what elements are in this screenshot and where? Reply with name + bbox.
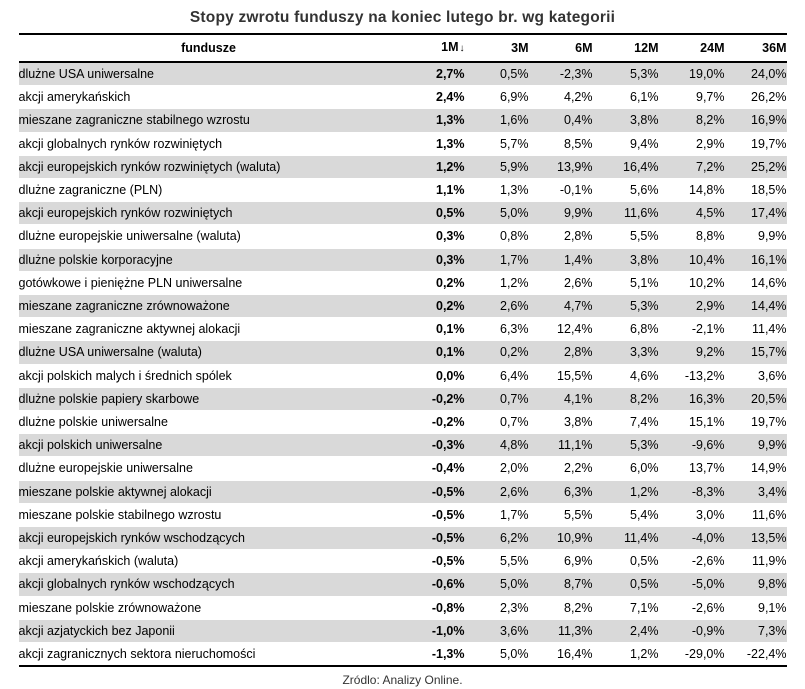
column-header-36m[interactable]: 36M <box>725 34 787 62</box>
return-36m: 9,9% <box>725 225 787 248</box>
return-12m: 0,5% <box>593 573 659 596</box>
return-6m: 8,5% <box>529 132 593 155</box>
return-6m: 13,9% <box>529 155 593 178</box>
fund-name: akcji europejskich rynków wschodzących <box>19 527 399 550</box>
return-12m: 3,3% <box>593 341 659 364</box>
return-36m: 18,5% <box>725 179 787 202</box>
return-24m: 10,2% <box>659 271 725 294</box>
table-row <box>19 387 787 410</box>
table-row <box>19 155 787 178</box>
table-row <box>19 503 787 526</box>
return-24m: 7,2% <box>659 155 725 178</box>
fund-name: mieszane zagraniczne zrównoważone <box>19 295 399 318</box>
return-6m: 11,3% <box>529 619 593 642</box>
table-row <box>19 550 787 573</box>
table-row <box>19 202 787 225</box>
return-24m: 15,1% <box>659 411 725 434</box>
return-1m: 2,4% <box>399 86 465 109</box>
column-header-6m[interactable]: 6M <box>529 34 593 62</box>
return-3m: 5,0% <box>465 643 529 667</box>
fund-name: mieszane polskie aktywnej alokacji <box>19 480 399 503</box>
fund-returns-table <box>19 33 787 667</box>
return-6m: 8,2% <box>529 596 593 619</box>
return-3m: 6,2% <box>465 527 529 550</box>
return-3m: 1,6% <box>465 109 529 132</box>
return-24m: 8,2% <box>659 109 725 132</box>
table-row <box>19 225 787 248</box>
return-24m: -4,0% <box>659 527 725 550</box>
return-1m: -0,5% <box>399 527 465 550</box>
return-3m: 1,7% <box>465 503 529 526</box>
return-24m: -29,0% <box>659 643 725 667</box>
return-3m: 5,9% <box>465 155 529 178</box>
table-row <box>19 248 787 271</box>
fund-name: dlużne polskie korporacyjne <box>19 248 399 271</box>
return-1m: 0,2% <box>399 271 465 294</box>
sort-descending-icon: ↓ <box>459 43 465 54</box>
return-1m: 0,3% <box>399 248 465 271</box>
return-36m: 3,6% <box>725 364 787 387</box>
return-3m: 2,3% <box>465 596 529 619</box>
return-12m: 11,4% <box>593 527 659 550</box>
table-row <box>19 527 787 550</box>
return-12m: 5,3% <box>593 62 659 86</box>
return-3m: 1,2% <box>465 271 529 294</box>
return-12m: 3,8% <box>593 248 659 271</box>
return-12m: 9,4% <box>593 132 659 155</box>
return-6m: 9,9% <box>529 202 593 225</box>
return-1m: -1,0% <box>399 619 465 642</box>
return-12m: 2,4% <box>593 619 659 642</box>
return-1m: -0,3% <box>399 434 465 457</box>
return-1m: 0,3% <box>399 225 465 248</box>
return-3m: 2,0% <box>465 457 529 480</box>
return-36m: 26,2% <box>725 86 787 109</box>
return-36m: 14,4% <box>725 295 787 318</box>
fund-name: akcji europejskich rynków rozwiniętych (waluta) <box>19 155 399 178</box>
return-12m: 5,3% <box>593 434 659 457</box>
table-row <box>19 86 787 109</box>
return-1m: -0,6% <box>399 573 465 596</box>
return-24m: -9,6% <box>659 434 725 457</box>
return-1m: 0,1% <box>399 341 465 364</box>
return-6m: 6,9% <box>529 550 593 573</box>
return-6m: 5,5% <box>529 503 593 526</box>
return-24m: 13,7% <box>659 457 725 480</box>
return-36m: 19,7% <box>725 132 787 155</box>
return-36m: 11,9% <box>725 550 787 573</box>
return-3m: 5,0% <box>465 202 529 225</box>
return-6m: 16,4% <box>529 643 593 667</box>
return-6m: 6,3% <box>529 480 593 503</box>
table-row <box>19 62 787 86</box>
table-row <box>19 109 787 132</box>
return-6m: 3,8% <box>529 411 593 434</box>
return-1m: -0,5% <box>399 503 465 526</box>
return-1m: 2,7% <box>399 62 465 86</box>
column-header-1m[interactable] <box>399 34 465 62</box>
return-12m: 7,4% <box>593 411 659 434</box>
fund-name: dlużne europejskie uniwersalne (waluta) <box>19 225 399 248</box>
table-row <box>19 573 787 596</box>
return-36m: 17,4% <box>725 202 787 225</box>
fund-name: dlużne polskie papiery skarbowe <box>19 387 399 410</box>
return-6m: 2,8% <box>529 341 593 364</box>
return-6m: 12,4% <box>529 318 593 341</box>
return-6m: 2,2% <box>529 457 593 480</box>
return-3m: 0,2% <box>465 341 529 364</box>
table-header-row <box>19 34 787 62</box>
fund-name: akcji azjatyckich bez Japonii <box>19 619 399 642</box>
return-3m: 1,7% <box>465 248 529 271</box>
return-36m: 11,6% <box>725 503 787 526</box>
return-6m: -0,1% <box>529 179 593 202</box>
return-6m: 0,4% <box>529 109 593 132</box>
return-36m: 3,4% <box>725 480 787 503</box>
table-row <box>19 619 787 642</box>
table-row <box>19 318 787 341</box>
return-1m: -0,5% <box>399 480 465 503</box>
return-6m: 2,8% <box>529 225 593 248</box>
fund-name: akcji amerykańskich (waluta) <box>19 550 399 573</box>
return-1m: 1,1% <box>399 179 465 202</box>
return-6m: 4,7% <box>529 295 593 318</box>
table-row <box>19 132 787 155</box>
table-row <box>19 411 787 434</box>
return-1m: -0,2% <box>399 411 465 434</box>
return-12m: 6,8% <box>593 318 659 341</box>
return-36m: 9,1% <box>725 596 787 619</box>
return-12m: 3,8% <box>593 109 659 132</box>
return-24m: -5,0% <box>659 573 725 596</box>
table-row <box>19 271 787 294</box>
fund-name: dlużne europejskie uniwersalne <box>19 457 399 480</box>
return-36m: 14,9% <box>725 457 787 480</box>
return-12m: 11,6% <box>593 202 659 225</box>
return-36m: 24,0% <box>725 62 787 86</box>
return-12m: 5,6% <box>593 179 659 202</box>
return-1m: -0,4% <box>399 457 465 480</box>
return-12m: 5,1% <box>593 271 659 294</box>
fund-name: dlużne USA uniwersalne <box>19 62 399 86</box>
column-header-fundusze[interactable]: fundusze <box>19 34 399 62</box>
return-6m: 2,6% <box>529 271 593 294</box>
return-3m: 4,8% <box>465 434 529 457</box>
page-title: Stopy zwrotu funduszy na koniec lutego br. wg kategorii <box>189 9 616 26</box>
return-3m: 6,9% <box>465 86 529 109</box>
return-1m: 0,0% <box>399 364 465 387</box>
return-1m: 1,3% <box>399 109 465 132</box>
table-row <box>19 364 787 387</box>
return-12m: 16,4% <box>593 155 659 178</box>
return-3m: 2,6% <box>465 295 529 318</box>
return-3m: 0,7% <box>465 411 529 434</box>
return-6m: 8,7% <box>529 573 593 596</box>
return-12m: 5,4% <box>593 503 659 526</box>
return-12m: 7,1% <box>593 596 659 619</box>
fund-name: dlużne USA uniwersalne (waluta) <box>19 341 399 364</box>
column-header-1m-label: 1M <box>441 40 459 54</box>
return-24m: 10,4% <box>659 248 725 271</box>
return-12m: 5,3% <box>593 295 659 318</box>
return-12m: 4,6% <box>593 364 659 387</box>
return-1m: -0,2% <box>399 387 465 410</box>
return-24m: 4,5% <box>659 202 725 225</box>
return-36m: 16,9% <box>725 109 787 132</box>
table-row <box>19 295 787 318</box>
fund-name: dlużne polskie uniwersalne <box>19 411 399 434</box>
return-1m: 0,5% <box>399 202 465 225</box>
return-1m: 1,2% <box>399 155 465 178</box>
return-36m: 25,2% <box>725 155 787 178</box>
return-1m: 0,2% <box>399 295 465 318</box>
return-12m: 6,1% <box>593 86 659 109</box>
table-row <box>19 480 787 503</box>
return-24m: -2,6% <box>659 596 725 619</box>
return-24m: 19,0% <box>659 62 725 86</box>
return-6m: 10,9% <box>529 527 593 550</box>
column-header-12m[interactable]: 12M <box>593 34 659 62</box>
return-36m: 15,7% <box>725 341 787 364</box>
return-3m: 5,7% <box>465 132 529 155</box>
return-36m: -22,4% <box>725 643 787 667</box>
return-36m: 9,8% <box>725 573 787 596</box>
fund-name: akcji globalnych rynków rozwiniętych <box>19 132 399 155</box>
source-note: Zródlo: Analizy Online. <box>342 673 463 688</box>
return-24m: -8,3% <box>659 480 725 503</box>
return-36m: 9,9% <box>725 434 787 457</box>
return-6m: -2,3% <box>529 62 593 86</box>
return-1m: 0,1% <box>399 318 465 341</box>
return-6m: 1,4% <box>529 248 593 271</box>
return-3m: 6,3% <box>465 318 529 341</box>
table-row <box>19 596 787 619</box>
return-3m: 3,6% <box>465 619 529 642</box>
return-12m: 1,2% <box>593 480 659 503</box>
return-36m: 16,1% <box>725 248 787 271</box>
return-24m: 14,8% <box>659 179 725 202</box>
fund-name: akcji amerykańskich <box>19 86 399 109</box>
return-12m: 1,2% <box>593 643 659 667</box>
table-row <box>19 341 787 364</box>
return-3m: 5,5% <box>465 550 529 573</box>
fund-name: akcji polskich uniwersalne <box>19 434 399 457</box>
return-1m: -0,5% <box>399 550 465 573</box>
fund-name: akcji zagranicznych sektora nieruchomości <box>19 643 399 667</box>
return-6m: 4,2% <box>529 86 593 109</box>
return-24m: 9,7% <box>659 86 725 109</box>
return-12m: 0,5% <box>593 550 659 573</box>
return-1m: -1,3% <box>399 643 465 667</box>
table-row <box>19 643 787 667</box>
return-1m: 1,3% <box>399 132 465 155</box>
return-36m: 11,4% <box>725 318 787 341</box>
return-6m: 15,5% <box>529 364 593 387</box>
return-24m: 2,9% <box>659 295 725 318</box>
column-header-3m[interactable]: 3M <box>465 34 529 62</box>
return-12m: 8,2% <box>593 387 659 410</box>
return-36m: 19,7% <box>725 411 787 434</box>
return-36m: 14,6% <box>725 271 787 294</box>
return-6m: 11,1% <box>529 434 593 457</box>
return-24m: 9,2% <box>659 341 725 364</box>
return-36m: 20,5% <box>725 387 787 410</box>
return-12m: 6,0% <box>593 457 659 480</box>
return-3m: 1,3% <box>465 179 529 202</box>
return-24m: 16,3% <box>659 387 725 410</box>
column-header-24m[interactable]: 24M <box>659 34 725 62</box>
return-3m: 0,8% <box>465 225 529 248</box>
table-row <box>19 457 787 480</box>
fund-name: mieszane zagraniczne aktywnej alokacji <box>19 318 399 341</box>
table-row <box>19 434 787 457</box>
return-36m: 13,5% <box>725 527 787 550</box>
return-6m: 4,1% <box>529 387 593 410</box>
fund-name: akcji europejskich rynków rozwiniętych <box>19 202 399 225</box>
table-row <box>19 179 787 202</box>
return-3m: 6,4% <box>465 364 529 387</box>
return-3m: 2,6% <box>465 480 529 503</box>
fund-name: mieszane polskie stabilnego wzrostu <box>19 503 399 526</box>
return-3m: 0,5% <box>465 62 529 86</box>
fund-name: gotówkowe i pieniężne PLN uniwersalne <box>19 271 399 294</box>
return-12m: 5,5% <box>593 225 659 248</box>
return-24m: 8,8% <box>659 225 725 248</box>
fund-name: akcji polskich malych i średnich spólek <box>19 364 399 387</box>
return-24m: -0,9% <box>659 619 725 642</box>
return-24m: -2,6% <box>659 550 725 573</box>
fund-name: mieszane zagraniczne stabilnego wzrostu <box>19 109 399 132</box>
return-24m: -2,1% <box>659 318 725 341</box>
return-1m: -0,8% <box>399 596 465 619</box>
table-body <box>19 62 787 666</box>
return-3m: 5,0% <box>465 573 529 596</box>
return-36m: 7,3% <box>725 619 787 642</box>
return-3m: 0,7% <box>465 387 529 410</box>
return-24m: 2,9% <box>659 132 725 155</box>
return-24m: 3,0% <box>659 503 725 526</box>
fund-name: mieszane polskie zrównoważone <box>19 596 399 619</box>
fund-name: akcji globalnych rynków wschodzących <box>19 573 399 596</box>
return-24m: -13,2% <box>659 364 725 387</box>
fund-name: dlużne zagraniczne (PLN) <box>19 179 399 202</box>
